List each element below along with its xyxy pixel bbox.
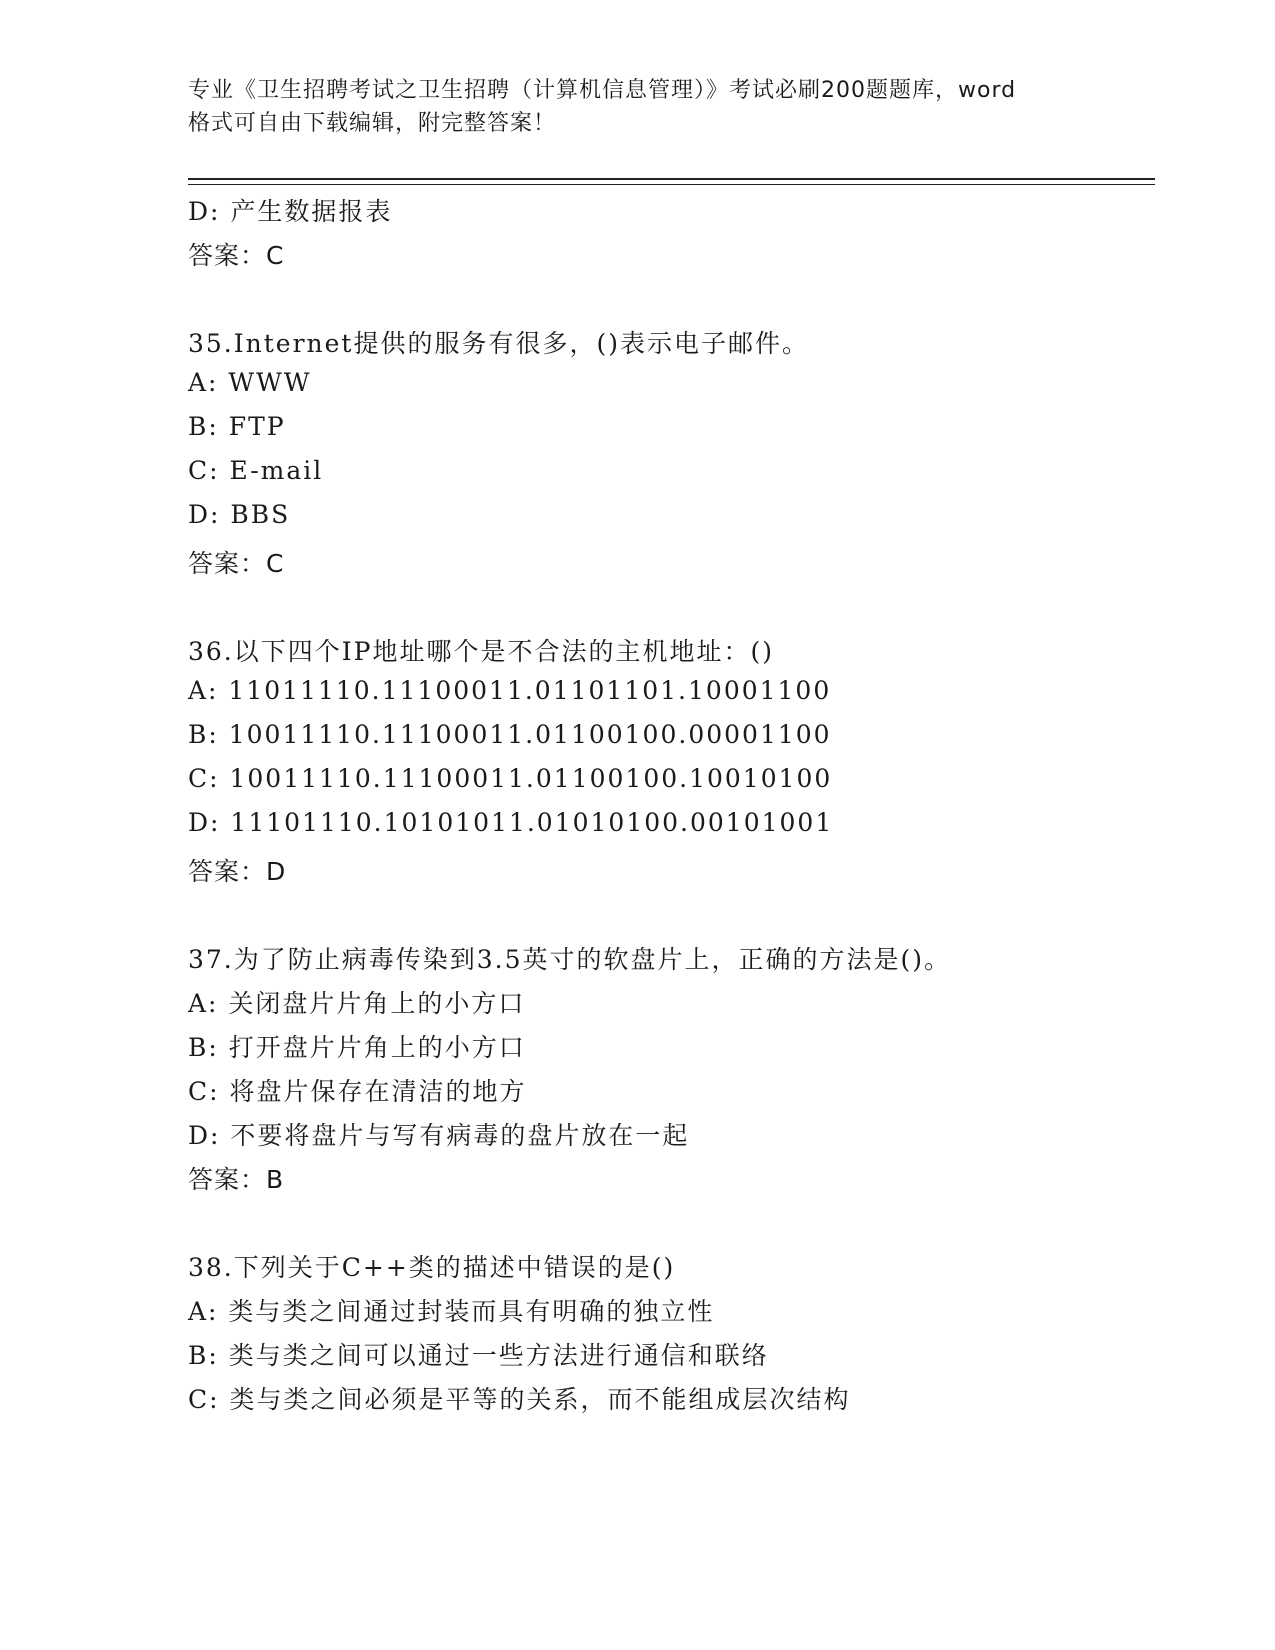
question-line: 38.下列关于C++类的描述中错误的是() bbox=[188, 1253, 676, 1282]
option-line: D: 11101110.10101011.01010100.00101001 bbox=[188, 808, 834, 837]
option-line: D: 不要将盘片与写有病毒的盘片放在一起 bbox=[188, 1121, 690, 1150]
option-line: D: BBS bbox=[188, 500, 291, 529]
answer-line: 答案：D bbox=[188, 857, 287, 886]
answer-line: 答案：B bbox=[188, 1165, 285, 1194]
answer-line: 答案：C bbox=[188, 241, 285, 270]
option-line: B: 10011110.11100011.01100100.00001100 bbox=[188, 720, 832, 749]
option-line: D: 产生数据报表 bbox=[188, 197, 393, 226]
option-line: C: 10011110.11100011.01100100.10010100 bbox=[188, 764, 833, 793]
option-line: A: WWW bbox=[188, 368, 312, 397]
question-line: 37.为了防止病毒传染到3.5英寸的软盘片上，正确的方法是()。 bbox=[188, 945, 952, 974]
header-divider-thin bbox=[188, 184, 1155, 185]
option-line: A: 类与类之间通过封装而具有明确的独立性 bbox=[188, 1297, 715, 1326]
question-line: 36.以下四个IP地址哪个是不合法的主机地址：() bbox=[188, 637, 774, 666]
option-line: B: 类与类之间可以通过一些方法进行通信和联络 bbox=[188, 1341, 769, 1370]
option-line: C: 将盘片保存在清洁的地方 bbox=[188, 1077, 527, 1106]
option-line: A: 11011110.11100011.01101101.10001100 bbox=[188, 676, 832, 705]
answer-line: 答案：C bbox=[188, 549, 285, 578]
question-line: 35.Internet提供的服务有很多，()表示电子邮件。 bbox=[188, 329, 809, 358]
option-line: A: 关闭盘片片角上的小方口 bbox=[188, 989, 526, 1018]
option-line: B: 打开盘片片角上的小方口 bbox=[188, 1033, 526, 1062]
option-line: C: E-mail bbox=[188, 456, 324, 485]
option-line: C: 类与类之间必须是平等的关系，而不能组成层次结构 bbox=[188, 1385, 851, 1414]
document-header bbox=[188, 74, 1088, 140]
header-line-1: 专业《卫生招聘考试之卫生招聘（计算机信息管理）》考试必刷200题题库，word bbox=[188, 78, 1017, 103]
header-divider bbox=[188, 178, 1155, 180]
option-line: B: FTP bbox=[188, 412, 286, 441]
header-line-2: 格式可自由下载编辑，附完整答案！ bbox=[188, 111, 557, 136]
